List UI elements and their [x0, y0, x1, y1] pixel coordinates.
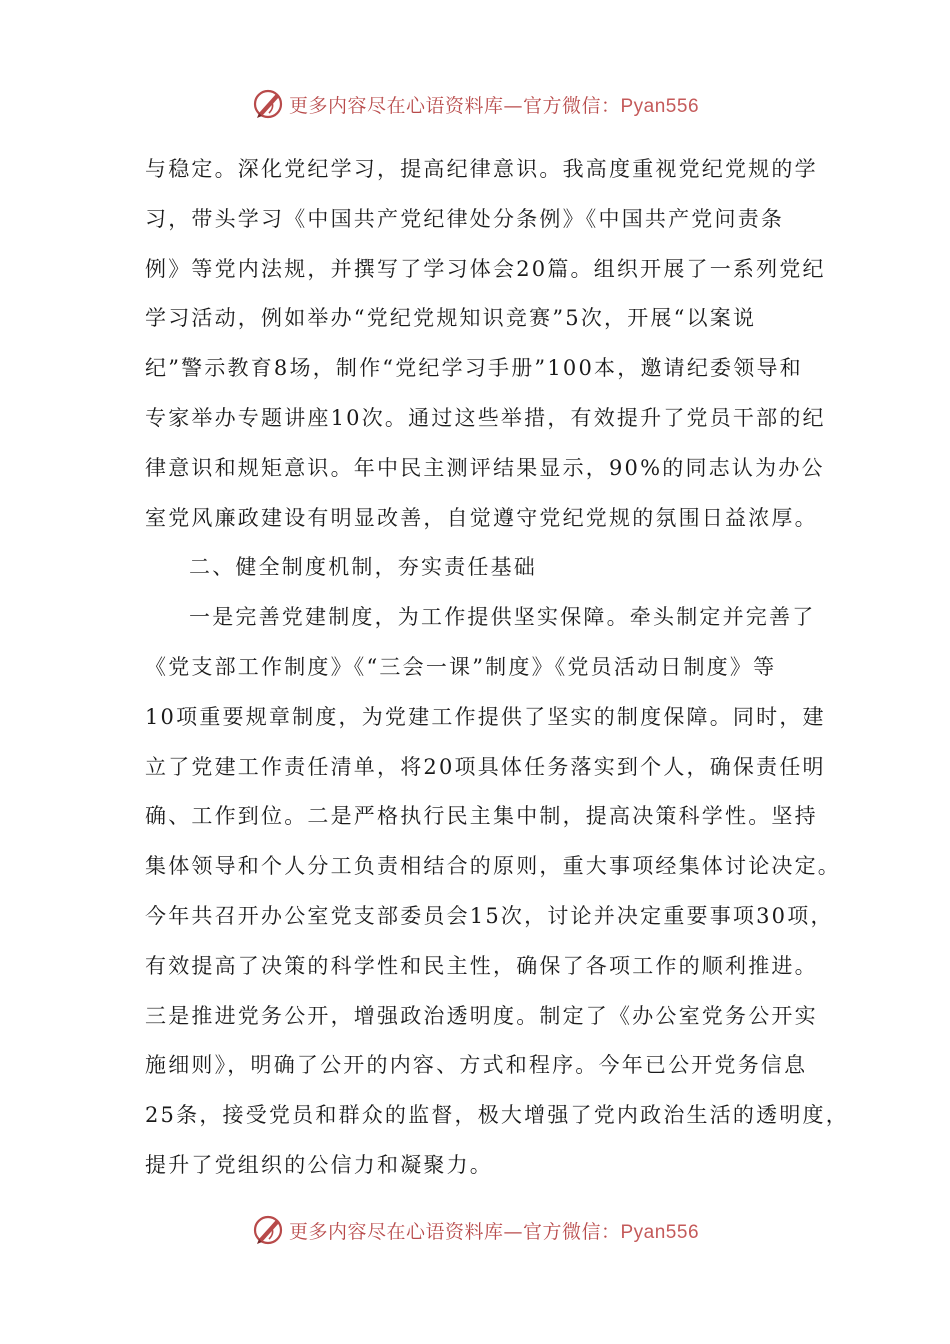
- text-line: 与稳定。深化党纪学习，提高纪律意识。我高度重视党纪党规的学: [145, 157, 818, 181]
- text-line: 确、工作到位。二是严格执行民主集中制，提高决策科学性。坚持: [145, 804, 818, 829]
- watermark-text: 更多内容尽在心语资料库—官方微信：: [288, 94, 621, 117]
- text-line: 专家举办专题讲座10次。通过这些举措，有效提升了党员干部的纪: [145, 405, 826, 430]
- pen-in-circle-icon: [251, 87, 285, 121]
- text-line: 一是完善党建制度，为工作提供坚实保障。牵头制定并完善了: [189, 605, 816, 630]
- watermark-banner-bottom: [0, 1210, 950, 1250]
- text-line: 施细则》，明确了公开的内容、方式和程序。今年已公开党务信息: [145, 1053, 808, 1078]
- document-body: [145, 145, 849, 1191]
- text-line: 纪”警示教育8场，制作“党纪学习手册”100本，邀请纪委领导和: [145, 356, 803, 381]
- text-line: 立了党建工作责任清单，将20项具体任务落实到个人，确保责任明: [145, 754, 826, 779]
- watermark-text: 更多内容尽在心语资料库—官方微信：: [288, 1220, 621, 1243]
- watermark-banner-top: [0, 84, 950, 124]
- text-line: 学习活动，例如举办“党纪党规知识竞赛”5次，开展“以案说: [145, 306, 757, 331]
- text-line: 例》等党内法规，并撰写了学习体会20篇。组织开展了一系列党纪: [145, 256, 826, 281]
- wechat-id: Pyan556: [620, 95, 700, 117]
- text-line: 有效提高了决策的科学性和民主性，确保了各项工作的顺利推进。: [145, 953, 818, 978]
- pen-in-circle-icon: [251, 1213, 285, 1247]
- wechat-id: Pyan556: [620, 1221, 700, 1243]
- text-line: 提升了党组织的公信力和凝聚力。: [145, 1152, 493, 1177]
- text-line: 律意识和规矩意识。年中民主测评结果显示，90%的同志认为办公: [145, 455, 825, 480]
- text-line: 《党支部工作制度》《“三会一课”制度》《党员活动日制度》等: [145, 654, 777, 679]
- text-line: 25条，接受党员和群众的监督，极大增强了党内政治生活的透明度，: [145, 1103, 849, 1128]
- text-line: 集体领导和个人分工负责相结合的原则，重大事项经集体讨论决定。: [145, 854, 841, 879]
- text-line: 今年共召开办公室党支部委员会15次，讨论并决定重要事项30项，: [145, 903, 834, 928]
- text-line: 三是推进党务公开，增强政治透明度。制定了《办公室党务公开实: [145, 1003, 818, 1028]
- text-line: 室党风廉政建设有明显改善，自觉遵守党纪党规的氛围日益浓厚。: [145, 505, 818, 530]
- text-line: 10项重要规章制度，为党建工作提供了坚实的制度保障。同时，建: [145, 704, 826, 729]
- section-heading: 二、健全制度机制，夯实责任基础: [189, 555, 537, 580]
- text-line: 习，带头学习《中国共产党纪律处分条例》《中国共产党问责条: [145, 206, 785, 231]
